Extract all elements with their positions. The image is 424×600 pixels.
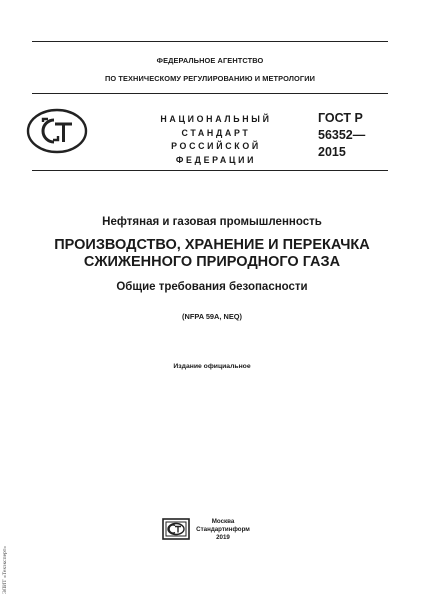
gost-line: ГОСТ Р	[318, 111, 363, 125]
industry-heading: Нефтяная и газовая промышленность	[102, 216, 322, 228]
title-line: ПРОИЗВОДСТВО, ХРАНЕНИЕ И ПЕРЕКАЧКА	[54, 237, 370, 253]
publisher-year: 2019	[216, 534, 230, 542]
agency-line-1: ФЕДЕРАЛЬНОЕ АГЕНТСТВО	[156, 56, 264, 65]
publisher-info	[196, 518, 250, 543]
national-line: ФЕДЕРАЦИИ	[175, 154, 257, 165]
document-subtitle: Общие требования безопасности	[116, 281, 308, 293]
publisher-city: Москва	[211, 518, 235, 525]
header-rule	[32, 93, 388, 94]
edition-note: Издание официальное	[173, 363, 251, 370]
document-title	[0, 237, 424, 271]
title-line: СЖИЖЕННОГО ПРИРОДНОГО ГАЗА	[83, 254, 341, 270]
standard-block-rule	[32, 170, 388, 171]
gost-designation	[318, 110, 365, 161]
national-line: РОССИЙСКОЙ	[171, 141, 261, 152]
agency-line-2: ПО ТЕХНИЧЕСКОМУ РЕГУЛИРОВАНИЮ И МЕТРОЛОГИИ	[104, 74, 316, 83]
gost-line: 56352—	[318, 128, 366, 142]
standartinform-logo-icon	[162, 518, 190, 540]
reference-standard: (NFPA 59A, NEQ)	[182, 312, 242, 321]
side-watermark-note: ЭЛИТ «Техэксперт»	[2, 545, 8, 594]
gost-line: 2015	[318, 145, 346, 159]
publisher-name: Стандартинформ	[196, 526, 250, 534]
gost-r-emblem-icon	[26, 108, 88, 154]
national-line: СТАНДАРТ	[181, 127, 251, 138]
top-rule	[32, 41, 388, 42]
national-standard-label	[146, 113, 286, 167]
national-line: НАЦИОНАЛЬНЫЙ	[160, 114, 272, 124]
